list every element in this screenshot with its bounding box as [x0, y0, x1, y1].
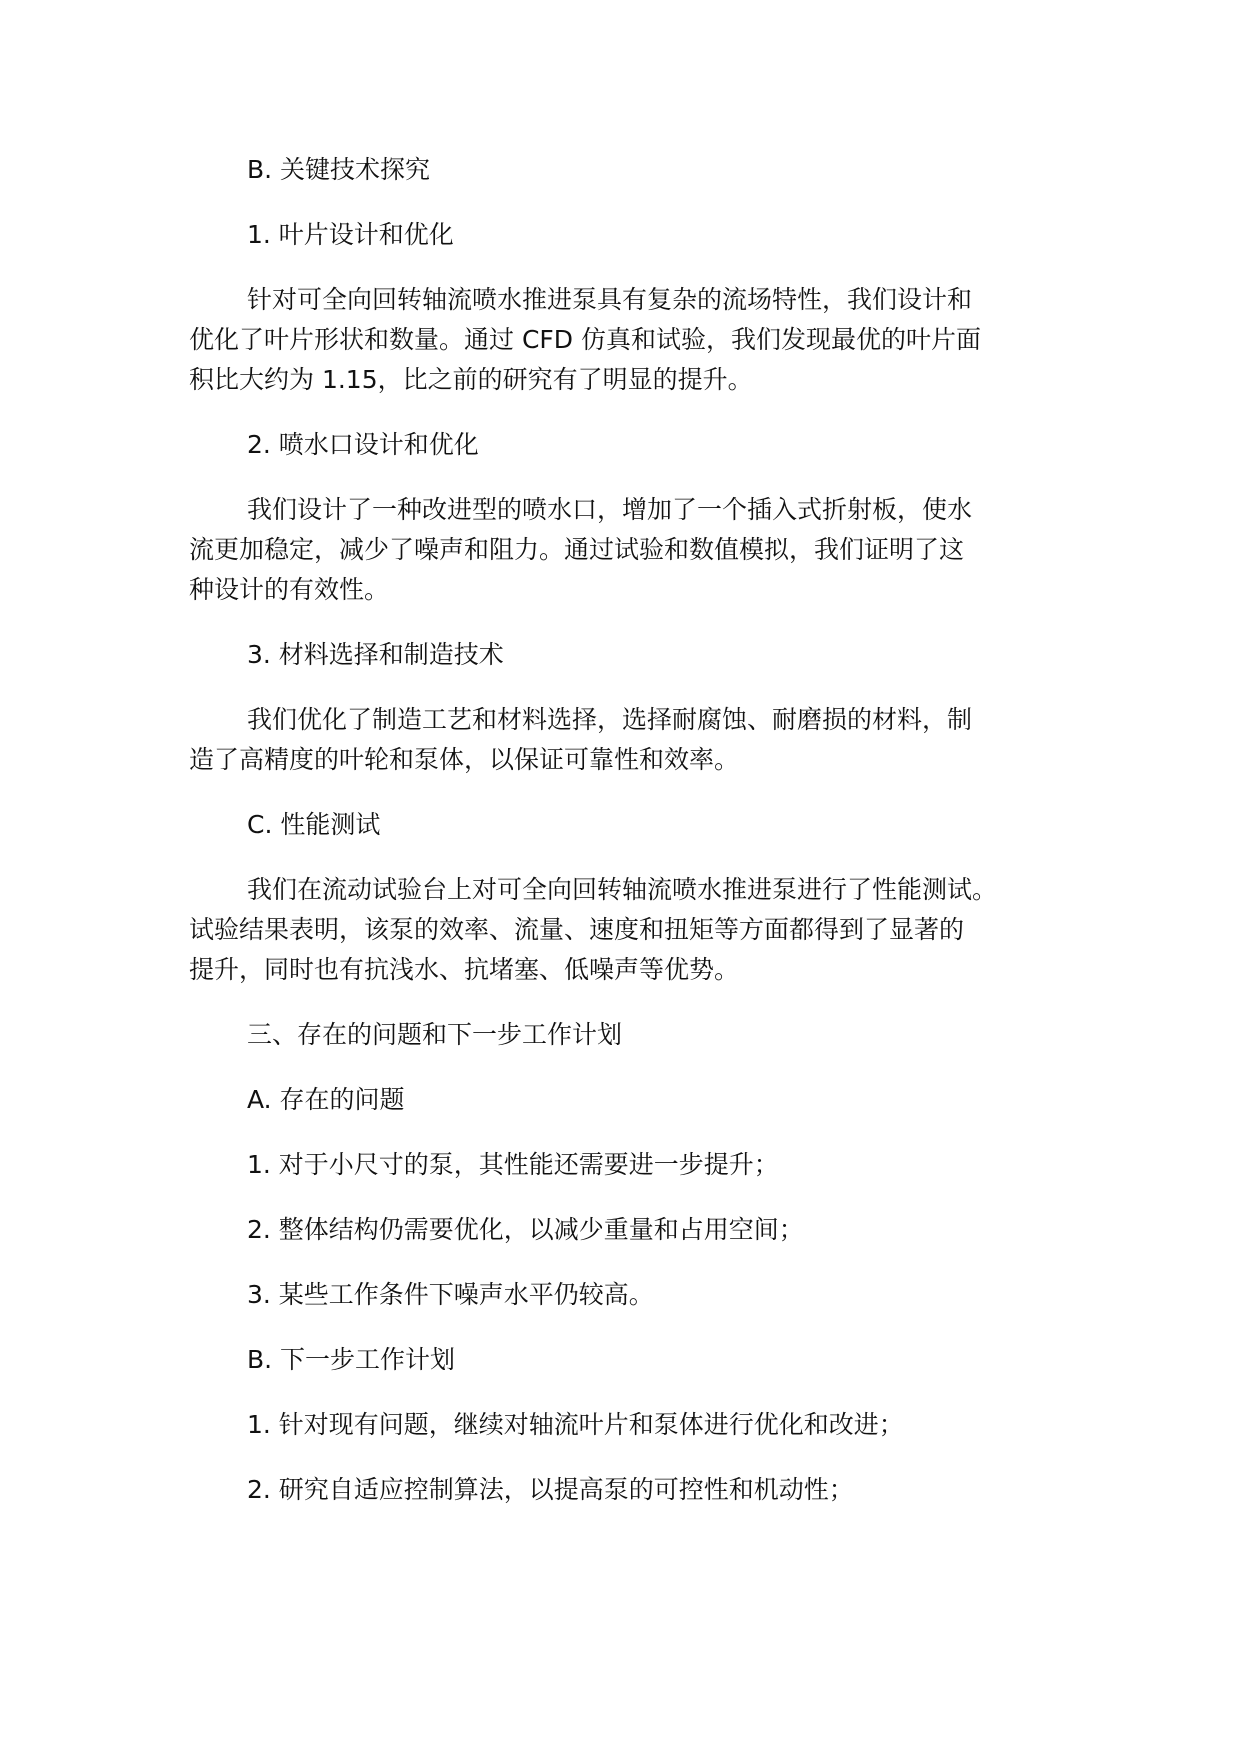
paragraph-line: 提升，同时也有抗浅水、抗堵塞、低噪声等优势。	[189, 955, 740, 984]
section-heading-key-tech: B. 关键技术探究	[247, 155, 431, 184]
subheading-material: 3. 材料选择和制造技术	[247, 640, 504, 669]
paragraph-line: 流更加稳定，减少了噪声和阻力。通过试验和数值模拟，我们证明了这	[189, 535, 965, 564]
chapter-heading-issues-plan: 三、存在的问题和下一步工作计划	[247, 1020, 623, 1049]
section-heading-issues: A. 存在的问题	[247, 1085, 405, 1114]
paragraph-line: 试验结果表明，该泵的效率、流量、速度和扭矩等方面都得到了显著的	[189, 915, 965, 944]
paragraph-material	[189, 700, 1069, 780]
list-item-issue-2: 2. 整体结构仍需要优化，以减少重量和占用空间；	[247, 1215, 804, 1244]
paragraph-line: 我们设计了一种改进型的喷水口，增加了一个插入式折射板，使水	[247, 495, 973, 524]
section-heading-performance-test: C. 性能测试	[247, 810, 381, 839]
paragraph-line: 我们在流动试验台上对可全向回转轴流喷水推进泵进行了性能测试。	[247, 875, 998, 904]
paragraph-line: 优化了叶片形状和数量。通过 CFD 仿真和试验，我们发现最优的叶片面	[189, 325, 981, 354]
document-page	[189, 150, 1069, 1535]
section-heading-next-plan: B. 下一步工作计划	[247, 1345, 456, 1374]
list-item-plan-2: 2. 研究自适应控制算法，以提高泵的可控性和机动性；	[247, 1475, 854, 1504]
paragraph-line: 积比大约为 1.15，比之前的研究有了明显的提升。	[189, 365, 753, 394]
subheading-nozzle-design: 2. 喷水口设计和优化	[247, 430, 479, 459]
paragraph-blade-design	[189, 280, 1069, 400]
list-item-plan-1: 1. 针对现有问题，继续对轴流叶片和泵体进行优化和改进；	[247, 1410, 904, 1439]
subheading-blade-design: 1. 叶片设计和优化	[247, 220, 454, 249]
paragraph-line: 我们优化了制造工艺和材料选择，选择耐腐蚀、耐磨损的材料，制	[247, 705, 973, 734]
paragraph-line: 造了高精度的叶轮和泵体，以保证可靠性和效率。	[189, 745, 740, 774]
list-item-issue-3: 3. 某些工作条件下噪声水平仍较高。	[247, 1280, 654, 1309]
list-item-issue-1: 1. 对于小尺寸的泵，其性能还需要进一步提升；	[247, 1150, 779, 1179]
paragraph-nozzle-design	[189, 490, 1069, 610]
paragraph-performance-test	[189, 870, 1069, 990]
paragraph-line: 针对可全向回转轴流喷水推进泵具有复杂的流场特性，我们设计和	[247, 285, 973, 314]
paragraph-line: 种设计的有效性。	[189, 575, 390, 604]
